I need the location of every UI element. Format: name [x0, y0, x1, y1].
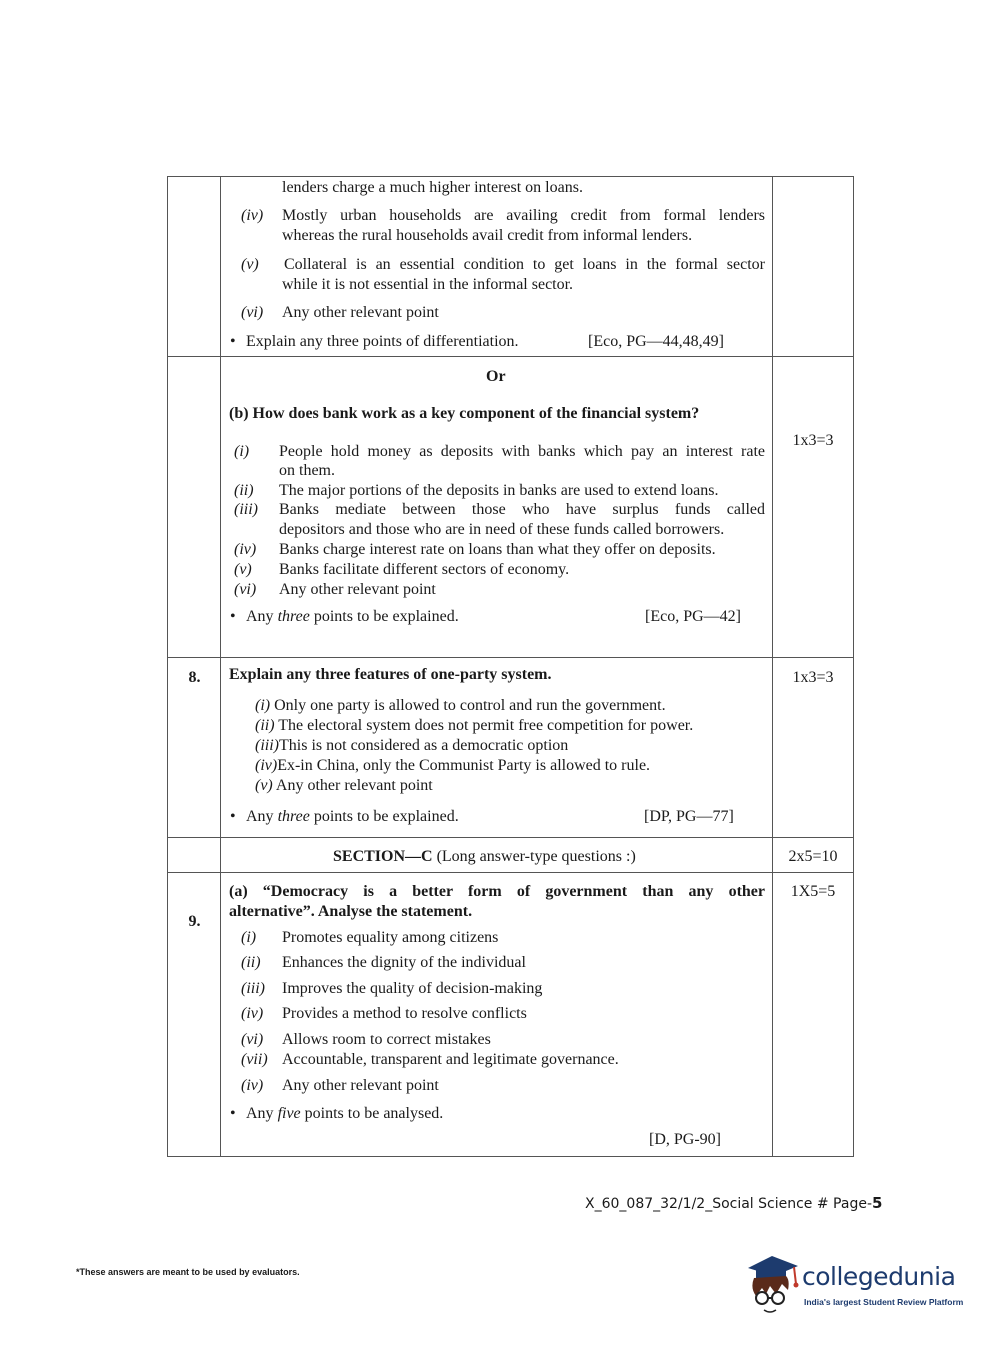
item-number: (vi)	[241, 1031, 264, 1048]
answer-table	[167, 176, 854, 1157]
item-number: (iv)	[241, 1077, 264, 1094]
item-number: (iv)	[234, 541, 257, 558]
list-item: (i) Only one party is allowed to control and run the government.	[255, 697, 666, 714]
item-text: Improves the quality of decision-making	[282, 980, 543, 997]
or-separator: Or	[486, 368, 506, 385]
item-number: (i)	[241, 929, 257, 946]
question-text: alternative”. Analyse the statement.	[229, 903, 473, 920]
item-text: Promotes equality among citizens	[282, 929, 499, 946]
item-text: Provides a method to resolve conflicts	[282, 1005, 527, 1022]
item-number: (i)	[234, 443, 250, 460]
instruction-bullet: • Any three points to be explained.	[246, 807, 459, 827]
instruction-bullet: • Any five points to be analysed.	[246, 1104, 443, 1124]
page-reference: [Eco, PG—44,48,49]	[588, 333, 724, 350]
logo-tagline: India's largest Student Review Platform	[804, 1297, 964, 1307]
item-number: (v)	[241, 256, 259, 273]
marks-cell: 2x5=10	[788, 848, 838, 865]
instruction-bullet: • Explain any three points of differentiation.	[246, 332, 519, 352]
row-divider	[168, 356, 853, 357]
page-number: 5	[872, 1194, 883, 1212]
item-number: (v)	[234, 561, 252, 578]
item-text: Any other relevant point	[282, 304, 439, 321]
question-number: 9.	[188, 913, 201, 930]
item-number: (ii)	[234, 482, 254, 499]
instruction-bullet: • Any three points to be explained.	[246, 607, 459, 627]
mascot-icon	[742, 1248, 802, 1318]
collegedunia-logo	[742, 1248, 972, 1318]
column-divider-qno	[220, 177, 221, 1156]
list-item: (ii) The electoral system does not permit free competition for power.	[255, 717, 694, 734]
evaluator-disclaimer: *These answers are meant to be used by evaluators.	[76, 1267, 300, 1277]
question-number: 8.	[188, 669, 201, 686]
row-divider	[168, 872, 853, 873]
item-number: (iv)	[241, 1005, 264, 1022]
item-number: (vii)	[241, 1051, 268, 1068]
logo-wordmark: collegedunia	[802, 1262, 956, 1291]
page-footer-reference: X_60_087_32/1/2_Social Science # Page-5	[585, 1194, 883, 1212]
list-item: (iii)This is not considered as a democratic option	[255, 737, 569, 754]
item-text: Banks mediate between those who have surplus funds called	[279, 501, 765, 518]
row-divider	[168, 657, 853, 658]
row-divider	[168, 837, 853, 838]
marks-cell: 1X5=5	[790, 883, 836, 900]
item-text: Any other relevant point	[279, 581, 436, 598]
item-number: (iii)	[234, 501, 258, 518]
item-number: (iii)	[241, 980, 265, 997]
item-text: People hold money as deposits with banks which pay an interest rate	[279, 443, 765, 460]
page-reference: [DP, PG—77]	[644, 808, 734, 825]
section-title: SECTION—C (Long answer-type questions :)	[333, 848, 636, 865]
item-text: Any other relevant point	[282, 1077, 439, 1094]
page-reference: [D, PG-90]	[649, 1131, 721, 1148]
item-text: Enhances the dignity of the individual	[282, 954, 526, 971]
list-item: (iv)Ex-in China, only the Communist Party is allowed to rule.	[255, 757, 651, 774]
item-text: Allows room to correct mistakes	[282, 1031, 491, 1048]
item-text: The major portions of the deposits in banks are used to extend loans.	[279, 482, 719, 499]
column-divider-marks	[772, 177, 773, 1156]
item-number: (vi)	[234, 581, 257, 598]
item-text: Accountable, transparent and legitimate governance.	[282, 1051, 619, 1068]
item-text: on them.	[279, 462, 335, 479]
item-text: Banks facilitate different sectors of economy.	[279, 561, 570, 578]
answer-text: lenders charge a much higher interest on loans.	[282, 179, 583, 196]
list-item: (v) Any other relevant point	[255, 777, 433, 794]
question-text: (a) “Democracy is a better form of government than any other	[229, 883, 765, 900]
question-text: Explain any three features of one-party system.	[229, 666, 552, 683]
item-number: (vi)	[241, 304, 264, 321]
item-text: depositors and those who are in need of these funds called borrowers.	[279, 521, 725, 538]
item-number: (iv)	[241, 207, 264, 224]
item-text: whereas the rural households avail credit from informal lenders.	[282, 227, 693, 244]
question-text: (b) How does bank work as a key component of the financial system?	[229, 405, 700, 422]
item-text: while it is not essential in the informal sector.	[282, 276, 574, 293]
marks-cell: 1x3=3	[792, 432, 834, 449]
marks-cell: 1x3=3	[792, 669, 834, 686]
item-text: Mostly urban households are availing credit from formal lenders	[282, 207, 765, 224]
item-text: Collateral is an essential condition to get loans in the formal sector	[284, 256, 765, 273]
page-reference: [Eco, PG—42]	[645, 608, 741, 625]
item-text: Banks charge interest rate on loans than what they offer on deposits.	[279, 541, 716, 558]
item-number: (ii)	[241, 954, 261, 971]
